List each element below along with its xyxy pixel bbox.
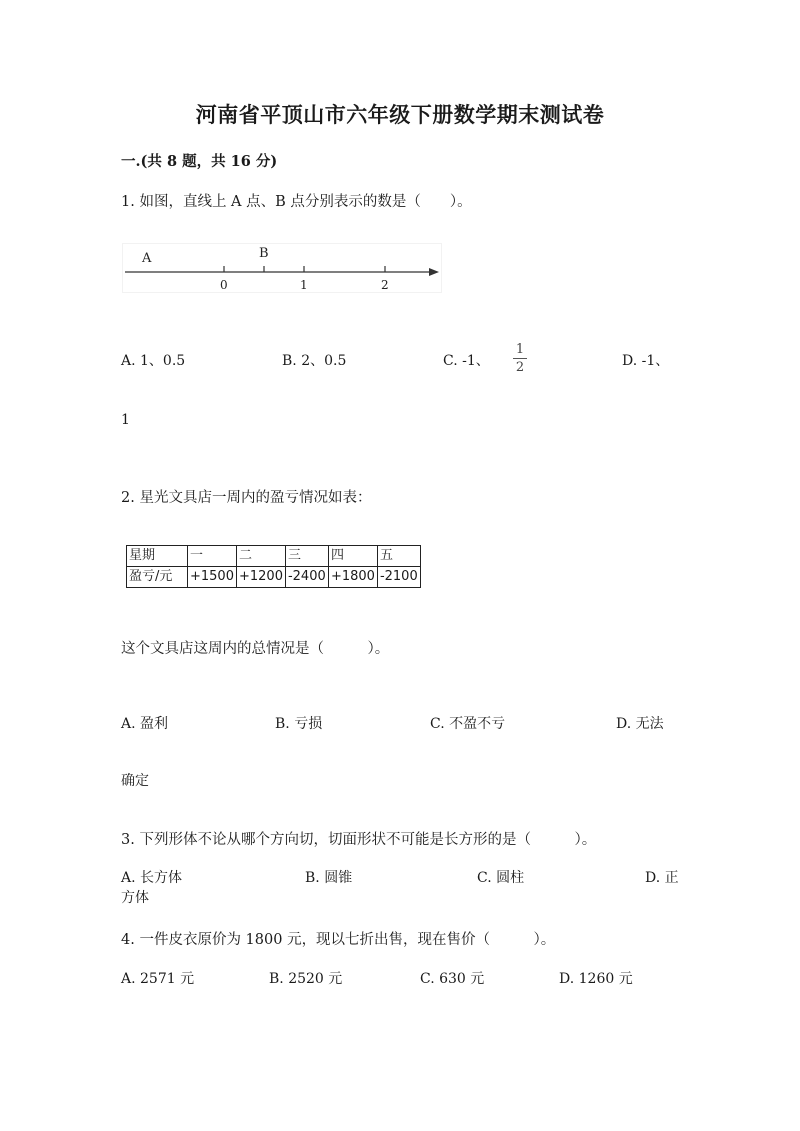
table-cell: -2400 [285,567,328,588]
tick-label-2: 2 [381,278,389,292]
tick-label-0: 0 [220,278,228,292]
q2-option-d[interactable]: D. 无法 [616,716,664,732]
table-row [127,546,421,567]
table-cell: +1800 [328,567,377,588]
q1-option-c[interactable]: C. -1、 [443,353,490,369]
question-2-prompt: 这个文具店这周内的总情况是（ ）。 [121,641,390,657]
table-cell: 盈亏/元 [127,567,188,588]
table-row [127,567,421,588]
table-cell: 一 [188,546,237,567]
table-cell: 五 [377,546,420,567]
q1-option-c-fraction [513,343,527,374]
q4-option-a[interactable]: A. 2571 元 [121,971,195,987]
tick-label-1: 1 [300,278,308,292]
question-4-text: 4. 一件皮衣原价为 1800 元，现以七折出售，现在售价（ ）。 [121,932,556,948]
section-heading: 一.(共 8 题，共 16 分) [121,153,278,170]
fraction-denominator: 2 [515,360,525,375]
q3-option-d[interactable]: D. 正 [645,870,679,886]
point-b-label: B [259,246,269,261]
q2-option-a[interactable]: A. 盈利 [121,716,169,732]
q2-option-d-wrap: 确定 [121,773,149,789]
point-a-label: A [142,251,152,266]
q4-option-c[interactable]: C. 630 元 [420,971,485,987]
question-3-text: 3. 下列形体不论从哪个方向切，切面形状不可能是长方形的是（ ）。 [121,832,597,848]
fraction-numerator: 1 [515,342,525,357]
q4-option-d[interactable]: D. 1260 元 [559,971,633,987]
question-1-text: 1. 如图，直线上 A 点、B 点分别表示的数是（ ）。 [121,194,472,210]
profit-loss-table [126,545,421,588]
number-line-figure [123,244,441,292]
table-cell: 星期 [127,546,188,567]
q4-option-b[interactable]: B. 2520 元 [269,971,343,987]
number-line-arrowhead [429,268,439,276]
table-cell: -2100 [377,567,420,588]
q1-option-d-wrap: 1 [121,412,130,428]
table-cell: 二 [236,546,285,567]
q1-option-a[interactable]: A. 1、0.5 [121,353,186,369]
table-cell: 四 [328,546,377,567]
page-title: 河南省平顶山市六年级下册数学期末测试卷 [195,102,605,127]
q3-option-a[interactable]: A. 长方体 [121,870,183,886]
q2-option-b[interactable]: B. 亏损 [275,716,323,732]
table-cell: +1200 [236,567,285,588]
number-line-svg [123,244,441,292]
q3-option-b[interactable]: B. 圆锥 [305,870,353,886]
table-cell: 三 [285,546,328,567]
q3-option-d-wrap: 方体 [121,890,149,906]
table-cell: +1500 [188,567,237,588]
q2-option-c[interactable]: C. 不盈不亏 [430,716,506,732]
question-2-text: 2. 星光文具店一周内的盈亏情况如表： [121,490,372,506]
q3-option-c[interactable]: C. 圆柱 [477,870,525,886]
fraction-bar [513,358,527,359]
q1-option-d[interactable]: D. -1、 [622,353,670,369]
q1-option-b[interactable]: B. 2、0.5 [282,353,347,369]
